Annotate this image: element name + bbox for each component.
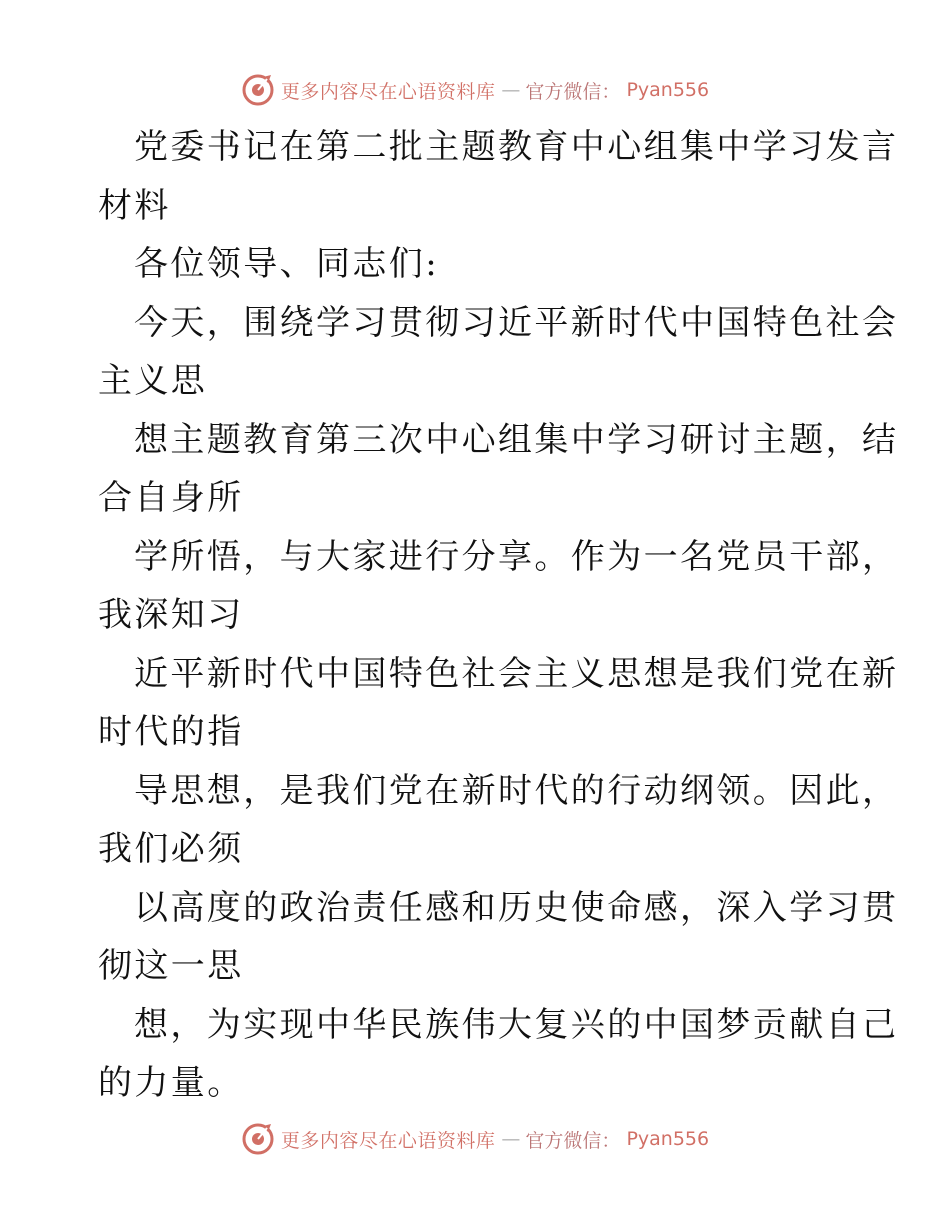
text-line: 近平新时代中国特色社会主义思想是我们党在新	[134, 653, 899, 694]
quill-logo-icon	[241, 73, 275, 107]
watermark-wechat-id: Pyan556	[626, 79, 710, 101]
title-line-1: 党委书记在第二批主题教育中心组集中学习发言	[134, 127, 899, 167]
text-line: 导思想，是我们党在新时代的行动纲领。因此，	[134, 770, 899, 811]
watermark-wechat-label: 官方微信：	[525, 80, 621, 103]
watermark-text: 更多内容尽在心语资料库	[280, 80, 496, 103]
text-line: 以高度的政治责任感和历史使命感，深入学习贯	[134, 887, 899, 928]
title-line-2: 材料	[98, 185, 171, 226]
quill-logo-icon	[241, 1122, 275, 1156]
text-line: 合自身所	[98, 478, 244, 518]
text-line: 主义思	[98, 361, 208, 401]
text-line: 我们必须	[98, 829, 244, 869]
watermark-header	[0, 70, 950, 110]
text-line: 我深知习	[98, 595, 244, 635]
text-line: 的力量。	[98, 1063, 244, 1103]
text-line: 学所悟，与大家进行分享。作为一名党员干部，	[134, 536, 899, 577]
document-body	[98, 118, 899, 1113]
watermark-wechat-label: 官方微信：	[525, 1129, 621, 1152]
text-line: 想，为实现中华民族伟大复兴的中国梦贡献自己	[134, 1004, 899, 1045]
watermark-text: 更多内容尽在心语资料库	[280, 1129, 496, 1152]
watermark-dash: —	[501, 79, 520, 101]
text-line: 想主题教育第三次中心组集中学习研讨主题，结	[134, 419, 899, 460]
salutation: 各位领导、同志们:	[134, 244, 440, 284]
text-line: 今天，围绕学习贯彻习近平新时代中国特色社会	[134, 302, 899, 343]
watermark-wechat-id: Pyan556	[626, 1128, 710, 1150]
text-line: 彻这一思	[98, 946, 244, 986]
watermark-footer	[0, 1119, 950, 1159]
text-line: 时代的指	[98, 712, 244, 752]
watermark-dash: —	[501, 1128, 520, 1150]
